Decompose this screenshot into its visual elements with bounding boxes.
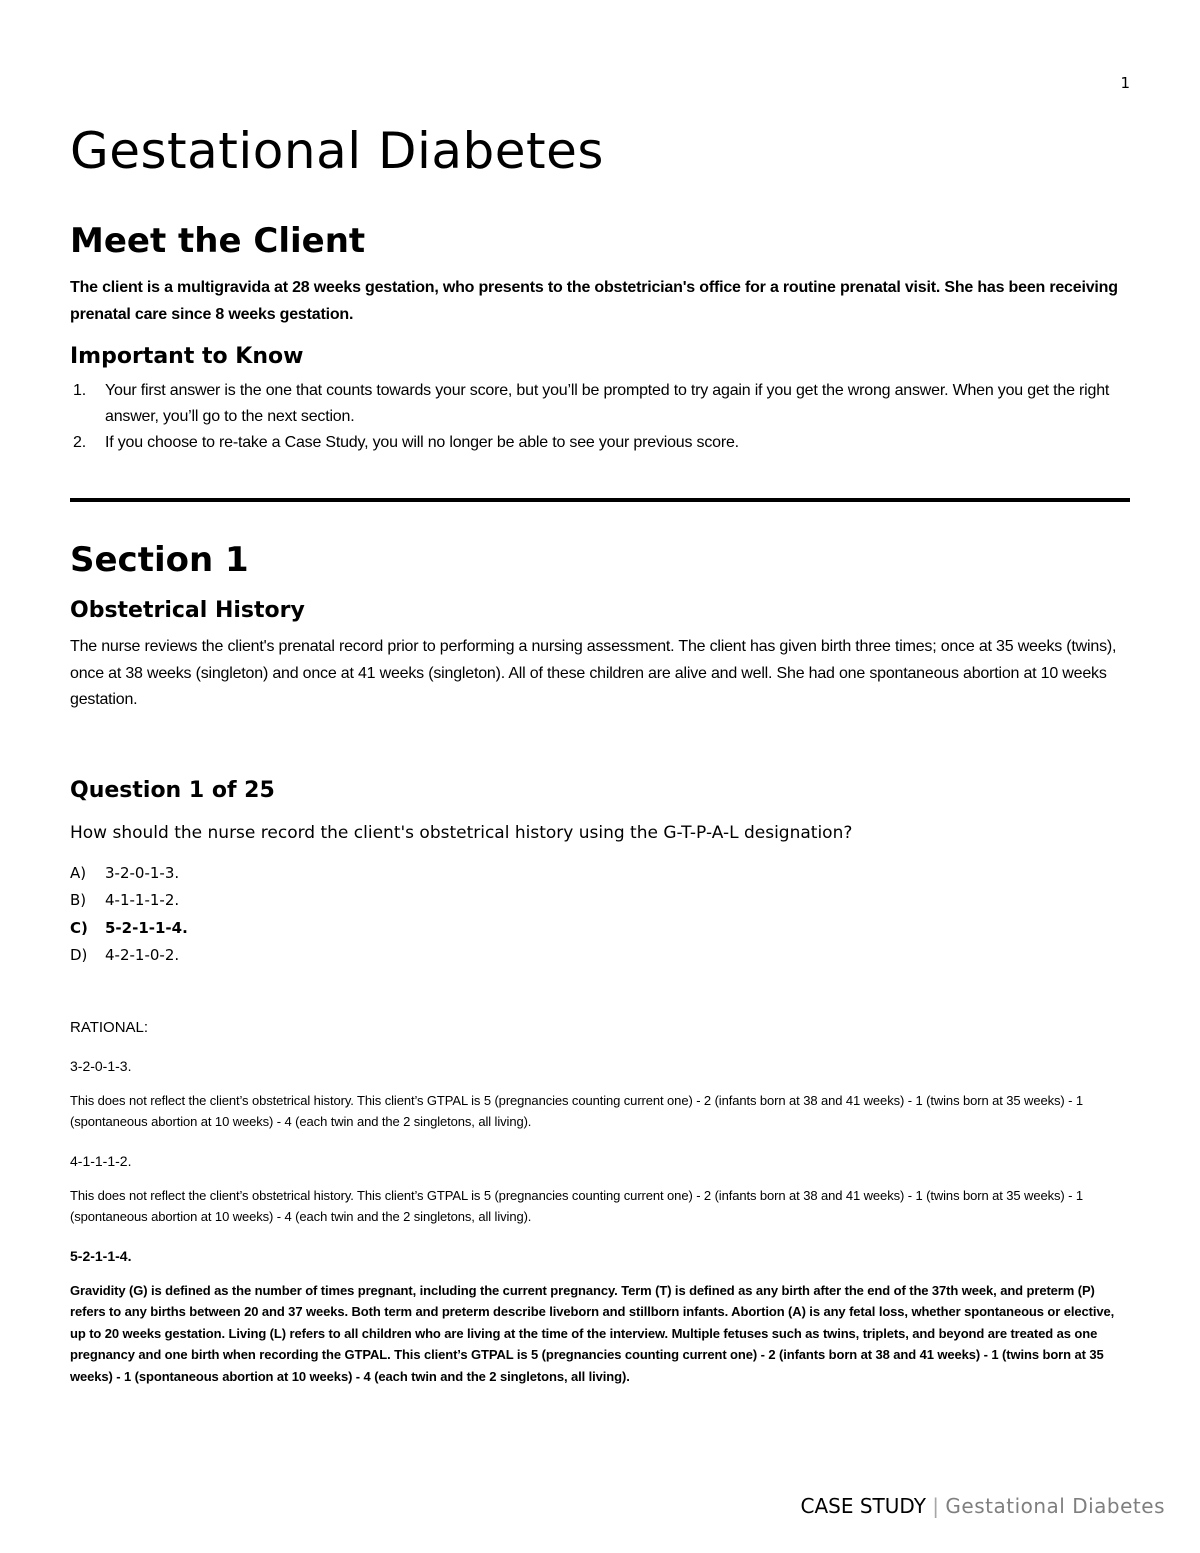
option-text: 5-2-1-1-4.: [105, 918, 188, 937]
list-item-text: If you choose to re-take a Case Study, you will no longer be able to see your previous score.: [105, 434, 739, 451]
footer-label: CASE STUDY: [800, 1494, 926, 1518]
option-text: 4-2-1-0-2.: [105, 946, 180, 964]
answer-option-c[interactable]: [70, 915, 1130, 943]
important-list: [70, 378, 1130, 456]
document-body: [70, 118, 1130, 1387]
footer-separator: |: [932, 1494, 940, 1518]
list-number: 2.: [73, 434, 86, 451]
question-heading: Question 1 of 25: [70, 777, 275, 803]
rational-label: RATIONAL:: [70, 1018, 149, 1036]
option-letter: C): [70, 918, 88, 937]
option-text: 4-1-1-1-2.: [105, 891, 180, 909]
obstetrical-history-text: The nurse reviews the client's prenatal record prior to performing a nursing assessment. The client has given birth three times; once at 35 weeks (twins), once at 38 weeks (singleton) and once at 41 weeks (singleton). All of these children are alive and well. She had one spontaneous abortion at 10 weeks gestation.: [70, 638, 1117, 708]
obstetrical-history-heading: Obstetrical History: [70, 598, 305, 623]
option-text: 3-2-0-1-3.: [105, 863, 180, 882]
footer-subject: Gestational Diabetes: [945, 1494, 1165, 1518]
list-item: [70, 430, 1130, 456]
meet-client-text: The client is a multigravida at 28 weeks gestation, who presents to the obstetrician's office for a routine prenatal visit. She has been receiving prenatal care since 8 weeks gestation.: [70, 279, 1118, 323]
option-letter: D): [70, 946, 88, 964]
list-item: [70, 378, 1130, 430]
section-heading: Section 1: [70, 540, 249, 580]
page-footer: [801, 1492, 1165, 1520]
rational-option: 3-2-0-1-3.: [70, 1057, 132, 1074]
answer-option-d[interactable]: [70, 942, 1130, 970]
rational-explanation: This does not reflect the client’s obstetrical history. This client’s GTPAL is 5 (pregnancies counting current one) - 2 (infants born at 38 and 41 weeks) - 1 (twins born at 35 weeks) - 1 (spontaneous abortion at 10 weeks) - 4 (each twin and the 2 singletons, all living).: [70, 1092, 1083, 1129]
rational-option-correct: 5-2-1-1-4.: [70, 1247, 132, 1264]
answer-option-b[interactable]: [70, 887, 1130, 915]
page-title: Gestational Diabetes: [70, 122, 604, 180]
meet-client-heading: Meet the Client: [70, 221, 366, 261]
important-heading: Important to Know: [70, 344, 304, 369]
section-divider: [70, 498, 1130, 502]
list-item-text: Your first answer is the one that counts towards your score, but you’ll be prompted to try again if you get the wrong answer. When you get the right answer, you’ll go to the next section.: [105, 382, 1110, 425]
rational-explanation: This does not reflect the client’s obstetrical history. This client’s GTPAL is 5 (pregnancies counting current one) - 2 (infants born at 38 and 41 weeks) - 1 (twins born at 35 weeks) - 1 (spontaneous abortion at 10 weeks) - 4 (each twin and the 2 singletons, all living).: [70, 1187, 1083, 1224]
option-letter: A): [70, 863, 87, 882]
page-number: 1: [1120, 74, 1130, 92]
answer-option-a[interactable]: [70, 860, 1130, 888]
rational-option: 4-1-1-1-2.: [70, 1152, 132, 1169]
list-number: 1.: [73, 382, 86, 399]
option-letter: B): [70, 891, 87, 909]
answer-options: [70, 860, 1130, 970]
question-text: How should the nurse record the client's obstetrical history using the G-T-P-A-L designation?: [70, 822, 853, 843]
rational-explanation-correct: Gravidity (G) is defined as the number of times pregnant, including the current pregnancy. Term (T) is defined as any birth after the end of the 37th week, and preterm (P) refers to any births between 20 and 37 weeks. Both term and preterm describe liveborn and stillborn infants. Abortion (A) is any fetal loss, whether spontaneous or elective, up to 20 weeks gestation. Living (L) refers to all children who are living at the time of the interview. Multiple fetuses such as twins, triplets, and beyond are treated as one pregnancy and one birth when recording the GTPAL. This client’s GTPAL is 5 (pregnancies counting current one) - 2 (infants born at 38 and 41 weeks) - 1 (twins born at 35 weeks) - 1 (spontaneous abortion at 10 weeks) - 4 (each twin and the 2 singletons, all living).: [70, 1282, 1115, 1384]
